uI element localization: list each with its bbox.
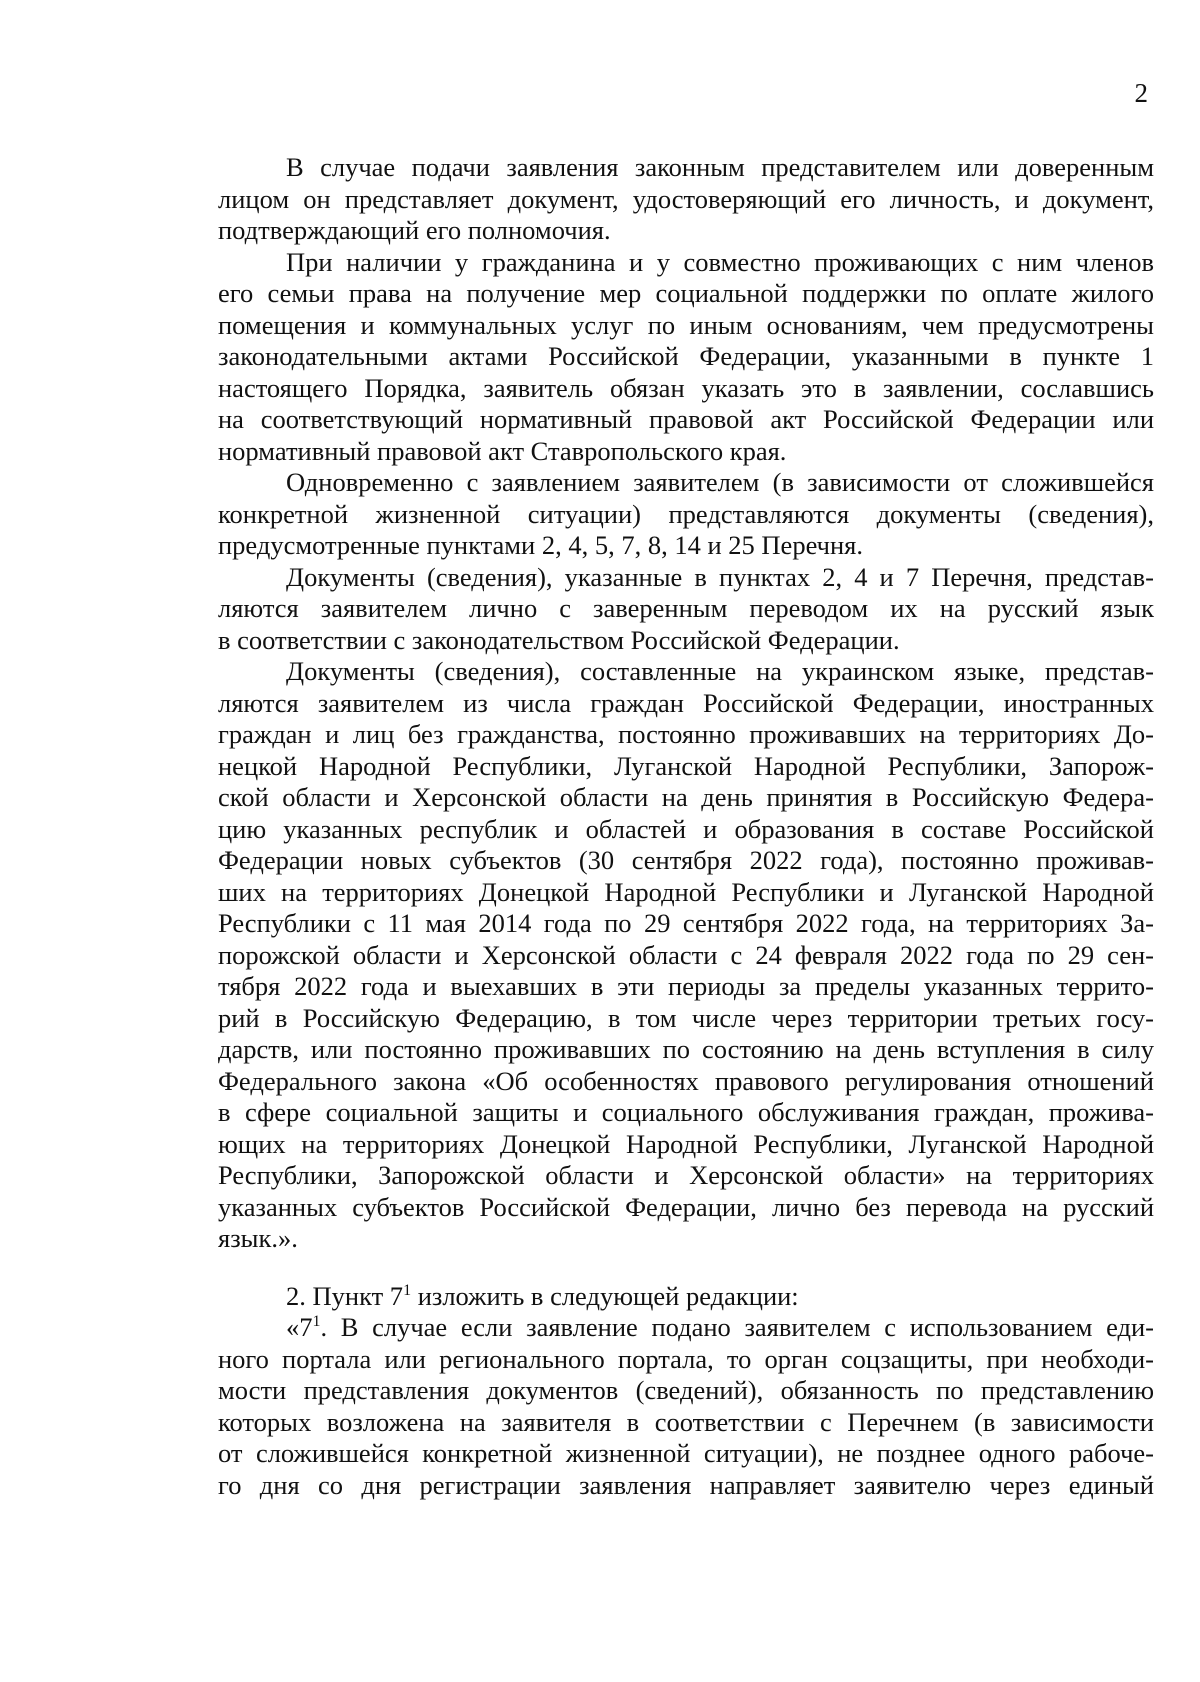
clause-suffix: . В случае если заявление подано заявителем с использованием еди-	[320, 1312, 1154, 1342]
superscript: 1	[403, 1281, 412, 1299]
text-line: го дня со дня регистрации заявления направляет заявителю через единый	[218, 1469, 1154, 1500]
text-line: рий в Российскую Федерацию, в том числе через территории третьих госу-	[218, 1002, 1154, 1033]
amendment-suffix: изложить в следующей редакции:	[411, 1280, 799, 1311]
paragraph-ukrainian-documents	[218, 656, 1154, 1255]
paragraph-amendment-text	[218, 1312, 1154, 1501]
text-line: в сфере социальной защиты и социального обслуживания граждан, прожива-	[218, 1097, 1154, 1127]
text-line: Федерального закона «Об особенностях правового регулирования отношений	[218, 1065, 1154, 1096]
text-line: в соответствии с законодательством Российской Федерации.	[218, 624, 900, 655]
text-line: предусмотренные пунктами 2, 4, 5, 7, 8, 14 и 25 Перечня.	[218, 530, 863, 560]
text-line: лицом он представляет документ, удостоверяющий его личность, и документ,	[218, 183, 1154, 214]
text-line	[218, 1312, 1154, 1344]
amendment-prefix: 2. Пункт 7	[286, 1280, 404, 1311]
text-line: ших на территориях Донецкой Народной Республики и Луганской Народной	[218, 876, 1154, 907]
paragraph-translation-required	[218, 562, 1154, 657]
text-line: Документы (сведения), составленные на украинском языке, представ-	[286, 656, 1154, 686]
text-line: При наличии у гражданина и у совместно проживающих с ним членов	[286, 246, 1154, 277]
paragraph-other-grounds	[218, 247, 1154, 468]
text-line: ного портала или регионального портала, то орган соцзащиты, при необходи-	[218, 1343, 1154, 1374]
text-line: от сложившейся конкретной жизненной ситуации), не позднее одного рабоче-	[218, 1438, 1154, 1468]
text-line: которых возложена на заявителя в соответствии с Перечнем (в зависимости	[218, 1406, 1154, 1437]
text-line: конкретной жизненной ситуации) представляются документы (сведения),	[218, 498, 1154, 529]
text-line: цию указанных республик и областей и образования в составе Российской	[218, 813, 1154, 844]
text-line: ляются заявителем лично с заверенным переводом их на русский язык	[218, 593, 1154, 623]
paragraph-amendment-heading	[218, 1281, 1154, 1313]
text-line: Республики, Запорожской области и Херсонской области» на территориях	[218, 1160, 1154, 1190]
text-line: мости представления документов (сведений), обязанность по представлению	[218, 1375, 1154, 1405]
text-line: указанных субъектов Российской Федерации, лично без перевода на русский	[218, 1191, 1154, 1222]
text-line: Одновременно с заявлением заявителем (в зависимости от сложившейся	[286, 467, 1154, 497]
text-line: Республики с 11 мая 2014 года по 29 сентября 2022 года, на территориях За-	[218, 908, 1154, 938]
text-line: нормативный правовой акт Ставропольского края.	[218, 435, 787, 466]
text-line: нецкой Народной Республики, Луганской Народной Республики, Запорож-	[218, 750, 1154, 781]
text-line: его семьи права на получение мер социальной поддержки по оплате жилого	[218, 278, 1154, 308]
page-number: 2	[1134, 78, 1148, 108]
text-line: настоящего Порядка, заявитель обязан указать это в заявлении, сославшись	[218, 372, 1154, 403]
text-line: ляются заявителем из числа граждан Российской Федерации, иностранных	[218, 687, 1154, 718]
paragraph-documents-submitted	[218, 467, 1154, 562]
paragraph-representative-documents	[218, 152, 1154, 247]
document-body	[218, 152, 1154, 1501]
text-line: дарств, или постоянно проживавших по состоянию на день вступления в силу	[218, 1034, 1154, 1064]
paragraph-gap	[218, 1255, 1154, 1281]
text-line	[218, 1281, 1154, 1313]
text-line: законодательными актами Российской Федерации, указанными в пункте 1	[218, 341, 1154, 371]
text-line: ющих на территориях Донецкой Народной Республики, Луганской Народной	[218, 1128, 1154, 1159]
text-line: помещения и коммунальных услуг по иным основаниям, чем предусмотрены	[218, 309, 1154, 340]
text-line: порожской области и Херсонской области с 24 февраля 2022 года по 29 сен-	[218, 939, 1154, 970]
text-line: Документы (сведения), указанные в пунктах 2, 4 и 7 Перечня, представ-	[286, 561, 1154, 592]
clause-prefix: «7	[286, 1312, 313, 1342]
text-line: язык.».	[218, 1223, 298, 1253]
text-line: тября 2022 года и выехавших в эти периоды за пределы указанных террито-	[218, 971, 1154, 1001]
text-line: В случае подачи заявления законным представителем или доверенным	[286, 152, 1154, 182]
text-line: подтверждающий его полномочия.	[218, 215, 611, 245]
superscript: 1	[312, 1313, 321, 1330]
text-line: Федерации новых субъектов (30 сентября 2022 года), постоянно проживав-	[218, 845, 1154, 875]
text-line: на соответствующий нормативный правовой акт Российской Федерации или	[218, 404, 1154, 434]
text-line: граждан и лиц без гражданства, постоянно проживавших на территориях До-	[218, 719, 1154, 749]
text-line: ской области и Херсонской области на день принятия в Российскую Федера-	[218, 782, 1154, 812]
